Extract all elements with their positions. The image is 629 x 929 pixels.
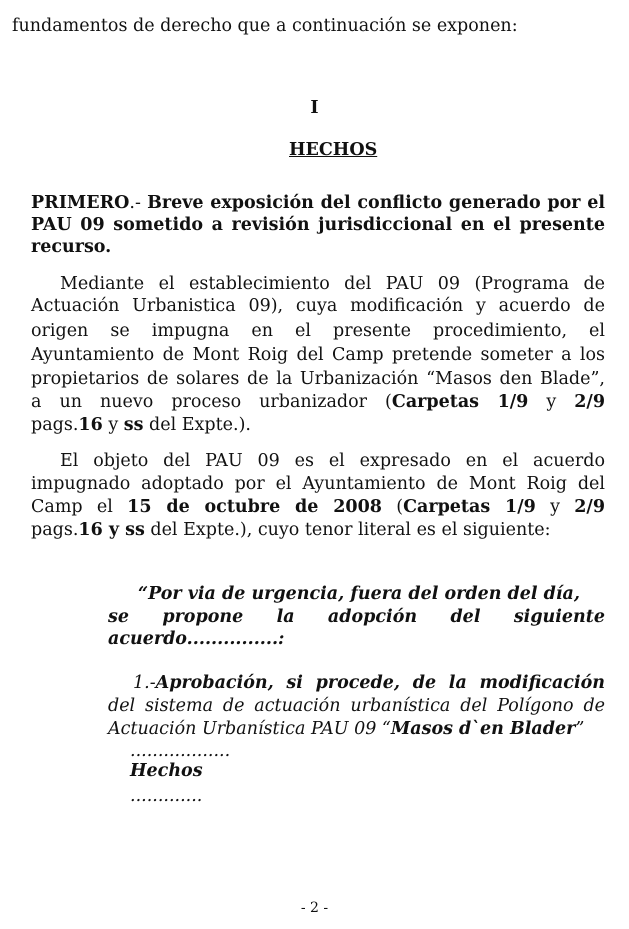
p2-line-4 xyxy=(31,519,551,541)
p2-line-3 xyxy=(31,496,605,518)
p2-l3-camp: Camp el xyxy=(31,497,128,517)
quote-line-6 xyxy=(108,718,584,740)
quote-line-5: del sistema de actuación urbanística del Polígono de xyxy=(108,696,605,716)
primero-heading-line-1 xyxy=(31,192,605,214)
p2-l4-rest: del Expte.), cuyo tenor literal es el siguiente: xyxy=(144,520,551,540)
p1-carpetas: Carpetas 1/9 xyxy=(391,392,529,412)
quote-item-title: Aprobación, si procede, de la modificación xyxy=(155,673,605,693)
p1-carpeta-2: 2/9 xyxy=(574,392,605,412)
p2-l3-paren: ( xyxy=(381,497,404,517)
p1-line-2: Actuación Urbanistica 09), cuya modificación y acuerdo de xyxy=(31,296,605,316)
p1-l6-text: a un nuevo proceso urbanizador ( xyxy=(31,392,392,412)
primero-label: PRIMERO xyxy=(31,193,130,213)
primero-sep: .- xyxy=(129,193,148,213)
quote-item-number: 1.- xyxy=(133,673,156,693)
p2-carpetas: Carpetas 1/9 xyxy=(403,497,536,517)
quote-l6-close: ” xyxy=(575,719,585,739)
page-number: - 2 - xyxy=(300,900,329,916)
p2-carpeta-2: 2/9 xyxy=(574,497,605,517)
p1-line-1: Mediante el establecimiento del PAU 09 (Programa de xyxy=(60,274,605,294)
p1-l7-16: 16 xyxy=(78,415,103,435)
p1-l7-expte: del Expte.). xyxy=(143,415,251,435)
p1-line-7 xyxy=(31,414,251,436)
p2-line-1: El objeto del PAU 09 es el expresado en el acuerdo xyxy=(60,451,605,471)
p1-l7-ss: ss xyxy=(123,415,144,435)
p2-line-2: impugnado adoptado por el Ayuntamiento de Mont Roig del xyxy=(31,474,605,494)
p1-l7-y: y xyxy=(102,415,124,435)
quote-hechos: Hechos xyxy=(130,761,203,781)
quote-line-3: acuerdo...............: xyxy=(108,629,285,649)
primero-heading-line-3: recurso. xyxy=(31,237,112,257)
primero-heading-line-2: PAU 09 sometido a revisión jurisdiccional en el presente xyxy=(31,215,605,235)
quote-line-2: se propone la adopción del siguiente xyxy=(108,607,605,627)
intro-line: fundamentos de derecho que a continuación se exponen: xyxy=(12,16,518,36)
p2-date: 15 de octubre de 2008 xyxy=(127,497,382,517)
quote-masos: Masos d`en Blader xyxy=(390,719,576,739)
p1-line-4: Ayuntamiento de Mont Roig del Camp pretende someter a los xyxy=(31,345,605,365)
quote-line-1: “Por via de urgencia, fuera del orden del día, xyxy=(138,584,580,604)
p1-l7-pags: pags. xyxy=(31,415,79,435)
quote-dots-2: ............. xyxy=(130,786,203,806)
section-title: HECHOS xyxy=(289,140,378,160)
quote-l6-text: Actuación Urbanística PAU 09 “ xyxy=(108,719,391,739)
p1-line-6 xyxy=(31,391,605,413)
p1-l6-y: y xyxy=(528,392,575,412)
quote-dots-1: .................. xyxy=(130,741,231,761)
section-number: I xyxy=(310,98,319,118)
p1-line-5: propietarios de solares de la Urbanización “Masos den Blade”, xyxy=(31,369,605,389)
p2-l4-16ss: 16 y ss xyxy=(78,520,145,540)
primero-heading-text: Breve exposición del conflicto generado por el xyxy=(147,193,605,213)
p1-line-3: origen se impugna en el presente procedimiento, el xyxy=(31,321,605,341)
quote-line-4 xyxy=(133,672,605,694)
p2-l4-pags: pags. xyxy=(31,520,79,540)
p2-l3-y: y xyxy=(535,497,575,517)
